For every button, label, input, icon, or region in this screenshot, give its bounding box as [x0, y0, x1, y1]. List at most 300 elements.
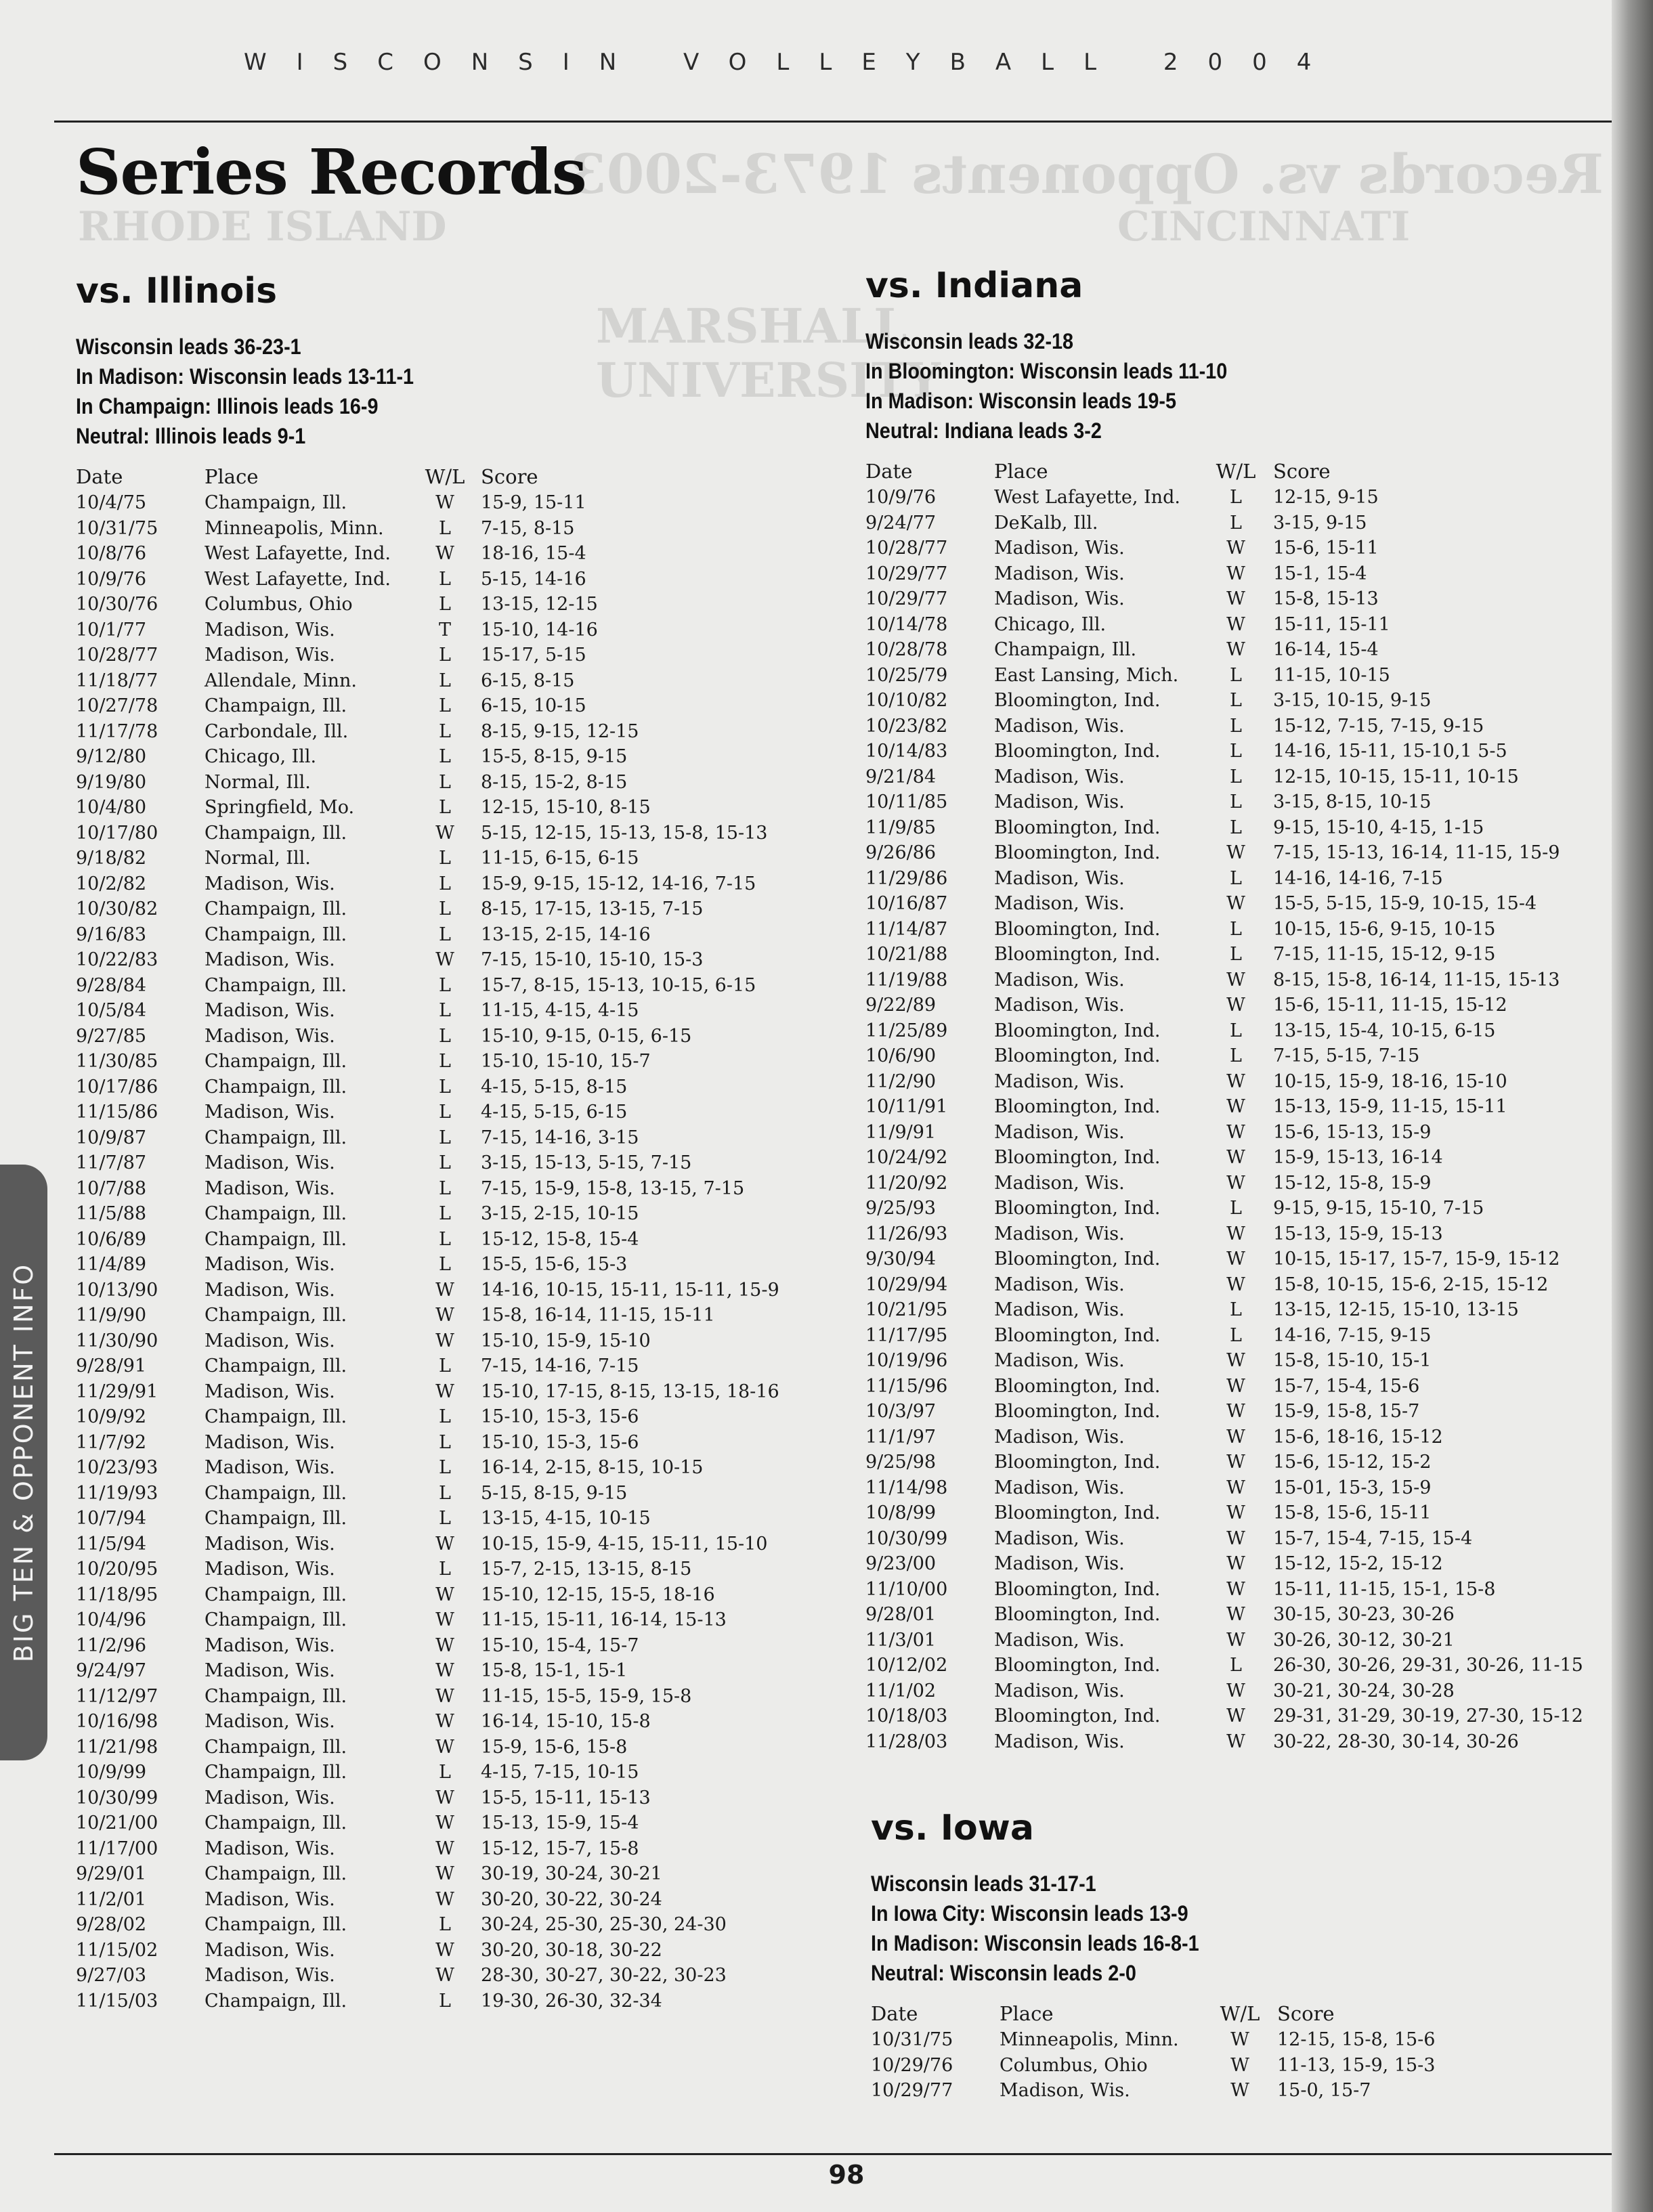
game-date: 10/9/76: [865, 487, 937, 508]
game-place: Champaign, Ill.: [205, 1482, 347, 1504]
table-row: [76, 592, 841, 617]
game-place: Madison, Wis.: [994, 791, 1125, 812]
game-result: W: [1226, 995, 1245, 1016]
game-date: 9/21/84: [865, 766, 937, 787]
game-score: 7-15, 14-16, 3-15: [481, 1127, 639, 1148]
bleed-through-text: CINCINNATI: [1117, 203, 1411, 251]
table-row: [865, 561, 1610, 587]
game-result: L: [439, 771, 451, 793]
table-row: [76, 1810, 841, 1836]
table-row: [76, 1455, 841, 1481]
game-place: West Lafayette, Ind.: [205, 543, 391, 564]
column-place: Place: [1000, 2002, 1054, 2025]
game-result: L: [1230, 512, 1242, 534]
table-row: [76, 643, 841, 668]
table-row: [76, 1735, 841, 1760]
table-row: [76, 1150, 841, 1176]
game-result: W: [1226, 1578, 1245, 1600]
game-result: W: [1226, 1147, 1245, 1168]
game-score: 15-5, 15-6, 15-3: [481, 1254, 628, 1275]
game-result: L: [439, 1254, 451, 1275]
game-place: Madison, Wis.: [994, 1426, 1125, 1448]
game-date: 10/10/82: [865, 690, 948, 711]
game-date: 9/28/02: [76, 1914, 147, 1935]
game-date: 10/19/96: [865, 1350, 948, 1371]
game-place: Madison, Wis.: [994, 893, 1125, 914]
game-date: 11/19/93: [76, 1482, 158, 1504]
game-score: 15-8, 10-15, 15-6, 2-15, 15-12: [1273, 1274, 1549, 1295]
game-result: L: [439, 670, 451, 691]
game-date: 10/27/78: [76, 695, 158, 716]
game-place: Champaign, Ill.: [205, 1203, 347, 1224]
game-place: Madison, Wis.: [205, 1330, 335, 1351]
table-row: [76, 1278, 841, 1303]
series-indiana: [865, 265, 1610, 1754]
game-date: 10/14/83: [865, 741, 948, 762]
game-score: 15-9, 9-15, 15-12, 14-16, 7-15: [481, 873, 756, 894]
game-place: Champaign, Ill.: [205, 1406, 347, 1427]
game-place: Madison, Wis.: [994, 1680, 1125, 1701]
game-score: 15-0, 15-7: [1277, 2080, 1371, 2101]
game-date: 10/30/76: [76, 594, 158, 615]
bleed-through-text: UNIVERSITY: [596, 352, 941, 408]
game-score: 15-7, 8-15, 15-13, 10-15, 6-15: [481, 974, 756, 996]
game-score: 30-19, 30-24, 30-21: [481, 1863, 662, 1884]
game-date: 9/16/83: [76, 924, 147, 945]
game-date: 10/20/95: [76, 1559, 158, 1580]
game-result: W: [1226, 1452, 1245, 1473]
game-place: Champaign, Ill.: [205, 1762, 347, 1783]
game-place: Bloomington, Ind.: [994, 842, 1161, 863]
game-place: Champaign, Ill.: [205, 1127, 347, 1148]
game-score: 9-15, 9-15, 15-10, 7-15: [1273, 1198, 1484, 1219]
table-row: [865, 1094, 1610, 1120]
game-score: 15-13, 15-9, 15-4: [481, 1813, 639, 1834]
game-score: 15-8, 15-6, 15-11: [1273, 1502, 1432, 1523]
game-place: Bloomington, Ind.: [994, 1045, 1161, 1066]
table-row: [865, 789, 1610, 815]
table-row: [865, 1653, 1610, 1678]
table-row: [76, 693, 841, 719]
game-result: W: [1226, 1731, 1245, 1752]
table-row: [76, 1684, 841, 1710]
table-row: [865, 1704, 1610, 1729]
game-place: Minneapolis, Minn.: [1000, 2029, 1179, 2050]
table-row: [865, 1171, 1610, 1196]
game-place: Madison, Wis.: [994, 1731, 1125, 1752]
game-date: 11/18/77: [76, 670, 158, 691]
game-score: 3-15, 9-15: [1273, 512, 1367, 534]
table-row: [76, 998, 841, 1024]
game-score: 5-15, 14-16: [481, 568, 586, 590]
game-result: W: [1226, 1121, 1245, 1143]
game-result: W: [1226, 563, 1245, 584]
summary-line: Wisconsin leads 32-18: [865, 329, 1074, 353]
game-result: L: [439, 1152, 451, 1173]
game-result: L: [439, 924, 451, 945]
table-row: [865, 637, 1610, 663]
game-date: 10/29/76: [871, 2054, 953, 2076]
game-score: 15-10, 15-3, 15-6: [481, 1431, 639, 1453]
bleed-through-text: Records vs. Opponents 1973-2003: [569, 142, 1604, 206]
game-score: 14-16, 10-15, 15-11, 15-11, 15-9: [481, 1279, 779, 1301]
game-result: L: [1230, 1299, 1242, 1320]
game-date: 9/29/01: [76, 1863, 147, 1884]
game-date: 10/9/92: [76, 1406, 147, 1427]
game-result: W: [1226, 1680, 1245, 1701]
game-result: W: [1226, 1604, 1245, 1625]
game-score: 3-15, 10-15, 9-15: [1273, 690, 1432, 711]
series-summary-indiana: [865, 326, 1610, 446]
game-date: 10/6/89: [76, 1228, 147, 1250]
game-date: 11/1/97: [865, 1426, 937, 1448]
game-place: Madison, Wis.: [994, 1527, 1125, 1549]
game-date: 9/18/82: [76, 848, 147, 869]
column-place: Place: [205, 465, 259, 488]
game-score: 15-6, 18-16, 15-12: [1273, 1426, 1443, 1448]
series-iowa: [871, 1808, 1609, 2104]
game-date: 9/24/77: [865, 512, 937, 534]
game-date: 10/8/99: [865, 1502, 937, 1523]
game-date: 11/9/91: [865, 1121, 937, 1143]
game-result: L: [439, 1559, 451, 1580]
table-row: [76, 1481, 841, 1506]
game-result: L: [439, 1177, 451, 1199]
game-date: 10/17/80: [76, 822, 158, 844]
table-row: [865, 714, 1610, 739]
table-row: [865, 815, 1610, 841]
game-score: 15-8, 16-14, 11-15, 15-11: [481, 1305, 715, 1326]
game-score: 12-15, 9-15: [1273, 487, 1379, 508]
table-row: [865, 1425, 1610, 1450]
table-row: [865, 840, 1610, 866]
table-row: [76, 1938, 841, 1964]
game-date: 10/28/77: [865, 538, 948, 559]
game-result: L: [439, 568, 451, 590]
game-score: 14-16, 14-16, 7-15: [1273, 867, 1443, 889]
game-score: 13-15, 4-15, 10-15: [481, 1508, 651, 1529]
game-date: 11/12/97: [76, 1685, 158, 1707]
game-score: 7-15, 15-10, 15-10, 15-3: [481, 949, 704, 970]
game-result: L: [439, 898, 451, 919]
summary-line: Wisconsin leads 31-17-1: [871, 1871, 1096, 1896]
table-row: [76, 1100, 841, 1125]
game-result: W: [1226, 1553, 1245, 1574]
game-score: 14-16, 7-15, 9-15: [1273, 1324, 1432, 1346]
game-date: 9/28/91: [76, 1356, 147, 1376]
game-place: Madison, Wis.: [994, 588, 1125, 609]
game-date: 9/25/98: [865, 1452, 937, 1473]
game-result: L: [1230, 715, 1242, 737]
table-row: [76, 1836, 841, 1862]
section-heading-iowa: vs. Iowa: [871, 1808, 1034, 1848]
table-row: [76, 1658, 841, 1684]
game-place: Madison, Wis.: [994, 1223, 1125, 1244]
table-row: [76, 1176, 841, 1202]
game-date: 9/19/80: [76, 771, 147, 793]
table-row: [76, 947, 841, 973]
game-date: 11/30/85: [76, 1051, 158, 1072]
game-result: L: [439, 1508, 451, 1529]
game-score: 12-15, 10-15, 15-11, 10-15: [1273, 766, 1519, 787]
summary-line: In Madison: Wisconsin leads 16-8-1: [871, 1931, 1199, 1955]
game-place: Carbondale, Ill.: [205, 720, 349, 742]
game-score: 30-20, 30-18, 30-22: [481, 1939, 662, 1961]
game-score: 14-16, 15-11, 15-10,1 5-5: [1273, 741, 1507, 762]
game-result: L: [439, 746, 451, 767]
game-place: Madison, Wis.: [994, 1299, 1125, 1320]
game-date: 10/2/82: [76, 873, 147, 894]
game-date: 10/28/77: [76, 645, 158, 666]
game-score: 15-5, 8-15, 9-15: [481, 746, 628, 767]
game-date: 11/30/90: [76, 1330, 158, 1351]
table-row: [76, 1404, 841, 1430]
game-score: 3-15, 2-15, 10-15: [481, 1203, 639, 1224]
game-score: 15-6, 15-11, 11-15, 15-12: [1273, 995, 1507, 1016]
game-score: 15-10, 12-15, 15-5, 18-16: [481, 1584, 715, 1605]
game-result: W: [435, 1787, 454, 1808]
game-result: W: [435, 543, 454, 564]
table-row: [865, 1196, 1610, 1221]
game-result: W: [435, 1685, 454, 1707]
table-row: [865, 1120, 1610, 1146]
game-score: 30-26, 30-12, 30-21: [1273, 1629, 1455, 1651]
game-place: Bloomington, Ind.: [994, 1655, 1161, 1676]
table-row: [76, 1582, 841, 1608]
game-place: Madison, Wis.: [994, 1350, 1125, 1371]
column-wl: W/L: [1216, 460, 1256, 483]
game-date: 10/29/77: [871, 2080, 953, 2101]
game-score: 13-15, 2-15, 14-16: [481, 924, 651, 945]
game-result: W: [435, 1584, 454, 1605]
game-score: 15-12, 15-7, 15-8: [481, 1838, 639, 1859]
game-date: 11/5/94: [76, 1533, 147, 1555]
page-number: 98: [828, 2160, 865, 2190]
game-score: 28-30, 30-27, 30-22, 30-23: [481, 1965, 727, 1986]
table-row: [865, 1374, 1610, 1400]
game-result: L: [439, 1203, 451, 1224]
table-row: [865, 942, 1610, 968]
table-row: [76, 1709, 841, 1735]
game-result: W: [435, 1330, 454, 1351]
game-result: L: [439, 1127, 451, 1148]
game-place: Madison, Wis.: [994, 995, 1125, 1016]
game-score: 7-15, 8-15: [481, 517, 575, 539]
table-row: [76, 744, 841, 770]
game-place: Minneapolis, Minn.: [205, 517, 384, 539]
game-score: 11-15, 4-15, 4-15: [481, 1000, 639, 1021]
game-score: 15-13, 15-9, 11-15, 15-11: [1273, 1096, 1507, 1117]
game-result: L: [439, 1356, 451, 1376]
column-score: Score: [1273, 460, 1331, 483]
game-list-indiana: [865, 485, 1610, 1754]
game-date: 10/30/99: [76, 1787, 158, 1808]
table-row: [865, 1323, 1610, 1349]
table-row: [865, 485, 1610, 511]
game-place: West Lafayette, Ind.: [994, 487, 1180, 508]
game-result: W: [1226, 1070, 1245, 1092]
table-row: [76, 973, 841, 999]
game-date: 10/30/82: [76, 898, 158, 919]
game-place: Champaign, Ill.: [205, 1305, 347, 1326]
game-score: 3-15, 8-15, 10-15: [1273, 791, 1432, 812]
game-score: 6-15, 10-15: [481, 695, 586, 716]
game-place: Champaign, Ill.: [205, 1609, 347, 1630]
game-result: L: [1230, 817, 1242, 838]
game-result: L: [439, 797, 451, 818]
game-place: Madison, Wis.: [994, 1172, 1125, 1194]
game-date: 10/23/82: [865, 715, 948, 737]
table-header: [76, 463, 841, 490]
game-place: Madison, Wis.: [205, 1381, 335, 1402]
game-place: Madison, Wis.: [205, 1152, 335, 1173]
game-date: 10/25/79: [865, 664, 948, 686]
game-result: W: [1230, 2029, 1249, 2050]
column-score: Score: [481, 465, 538, 488]
game-result: W: [435, 1888, 454, 1910]
game-score: 15-6, 15-13, 15-9: [1273, 1121, 1432, 1143]
game-place: Chicago, Ill.: [205, 746, 317, 767]
book-spine-shadow: [1612, 0, 1653, 2212]
game-place: Champaign, Ill.: [205, 924, 347, 945]
table-header: [871, 2000, 1609, 2027]
table-row: [76, 1303, 841, 1328]
game-result: W: [1226, 1096, 1245, 1117]
game-date: 11/20/92: [865, 1172, 948, 1194]
game-date: 11/3/01: [865, 1629, 937, 1651]
game-result: W: [1226, 1477, 1245, 1498]
game-date: 11/10/00: [865, 1578, 948, 1600]
table-row: [76, 1379, 841, 1405]
summary-line: In Bloomington: Wisconsin leads 11-10: [865, 359, 1228, 383]
game-place: Champaign, Ill.: [205, 1990, 347, 2012]
game-date: 11/4/89: [76, 1254, 147, 1275]
game-date: 10/8/76: [76, 543, 147, 564]
table-row: [76, 1963, 841, 1989]
game-score: 18-16, 15-4: [481, 543, 586, 564]
game-place: Bloomington, Ind.: [994, 741, 1161, 762]
game-place: Chicago, Ill.: [994, 613, 1107, 635]
game-result: W: [1226, 538, 1245, 559]
game-result: W: [435, 949, 454, 970]
game-date: 10/16/87: [865, 893, 948, 914]
table-row: [76, 1049, 841, 1075]
table-row: [865, 586, 1610, 612]
table-row: [865, 1297, 1610, 1323]
game-date: 10/31/75: [871, 2029, 953, 2050]
game-place: Madison, Wis.: [994, 969, 1125, 991]
table-row: [865, 1500, 1610, 1526]
game-result: W: [435, 1863, 454, 1884]
game-date: 10/21/00: [76, 1813, 158, 1834]
game-score: 12-15, 15-10, 8-15: [481, 797, 651, 818]
game-date: 9/24/97: [76, 1660, 147, 1681]
table-row: [76, 1227, 841, 1253]
table-row: [865, 1221, 1610, 1247]
game-result: L: [1230, 918, 1242, 940]
summary-line: In Iowa City: Wisconsin leads 13-9: [871, 1901, 1188, 1926]
game-result: L: [1230, 944, 1242, 965]
game-date: 9/12/80: [76, 746, 147, 767]
game-place: Bloomington, Ind.: [994, 944, 1161, 965]
game-result: L: [439, 1762, 451, 1783]
game-result: W: [1226, 1629, 1245, 1651]
game-place: Madison, Wis.: [205, 1533, 335, 1555]
game-place: Champaign, Ill.: [205, 695, 347, 716]
game-score: 16-14, 15-4: [1273, 639, 1379, 660]
game-result: L: [439, 1482, 451, 1504]
game-result: W: [1230, 2080, 1249, 2101]
game-date: 9/30/94: [865, 1249, 937, 1270]
game-place: Madison, Wis.: [205, 645, 335, 666]
game-date: 9/22/89: [865, 995, 937, 1016]
game-result: W: [1226, 842, 1245, 863]
game-score: 15-9, 15-11: [481, 492, 586, 513]
game-result: L: [439, 695, 451, 716]
table-row: [76, 922, 841, 948]
game-place: Bloomington, Ind.: [994, 1147, 1161, 1168]
game-place: Champaign, Ill.: [205, 898, 347, 919]
game-score: 7-15, 15-9, 15-8, 13-15, 7-15: [481, 1177, 745, 1199]
table-row: [76, 1328, 841, 1354]
game-score: 4-15, 7-15, 10-15: [481, 1762, 639, 1783]
game-place: Columbus, Ohio: [1000, 2054, 1148, 2076]
game-result: W: [435, 1533, 454, 1555]
game-place: Normal, Ill.: [205, 771, 311, 793]
game-result: W: [435, 1736, 454, 1758]
section-heading-illinois: vs. Illinois: [76, 271, 278, 311]
game-date: 9/27/03: [76, 1965, 147, 1986]
game-result: L: [1230, 867, 1242, 889]
table-row: [865, 968, 1610, 993]
game-date: 10/30/99: [865, 1527, 948, 1549]
game-list-iowa: [871, 2027, 1609, 2104]
game-result: L: [439, 873, 451, 894]
game-result: W: [1226, 1274, 1245, 1295]
game-date: 10/12/02: [865, 1655, 948, 1676]
game-result: L: [439, 1051, 451, 1072]
game-date: 9/27/85: [76, 1025, 147, 1047]
game-place: Bloomington, Ind.: [994, 1452, 1161, 1473]
table-row: [865, 511, 1610, 536]
game-date: 10/4/96: [76, 1609, 147, 1630]
table-row: [76, 1633, 841, 1659]
game-score: 29-31, 31-29, 30-19, 27-30, 15-12: [1273, 1706, 1583, 1727]
game-score: 5-15, 8-15, 9-15: [481, 1482, 628, 1504]
game-list-illinois: [76, 490, 841, 2014]
game-result: L: [439, 1406, 451, 1427]
game-place: Bloomington, Ind.: [994, 817, 1161, 838]
game-place: Madison, Wis.: [1000, 2080, 1130, 2101]
game-score: 11-15, 15-11, 16-14, 15-13: [481, 1609, 727, 1630]
game-score: 15-10, 15-3, 15-6: [481, 1406, 639, 1427]
game-score: 15-7, 2-15, 13-15, 8-15: [481, 1559, 692, 1580]
game-score: 8-15, 15-8, 16-14, 11-15, 15-13: [1273, 969, 1560, 991]
game-result: L: [439, 848, 451, 869]
table-row: [76, 1760, 841, 1785]
table-row: [76, 770, 841, 796]
game-place: Madison, Wis.: [205, 1888, 335, 1910]
summary-line: In Madison: Wisconsin leads 13-11-1: [76, 364, 414, 389]
table-row: [865, 1348, 1610, 1374]
game-result: L: [439, 645, 451, 666]
game-date: 10/9/87: [76, 1127, 147, 1148]
table-row: [865, 1526, 1610, 1552]
game-place: Normal, Ill.: [205, 848, 311, 869]
summary-line: Wisconsin leads 36-23-1: [76, 334, 301, 359]
game-place: Madison, Wis.: [994, 563, 1125, 584]
table-row: [865, 612, 1610, 638]
